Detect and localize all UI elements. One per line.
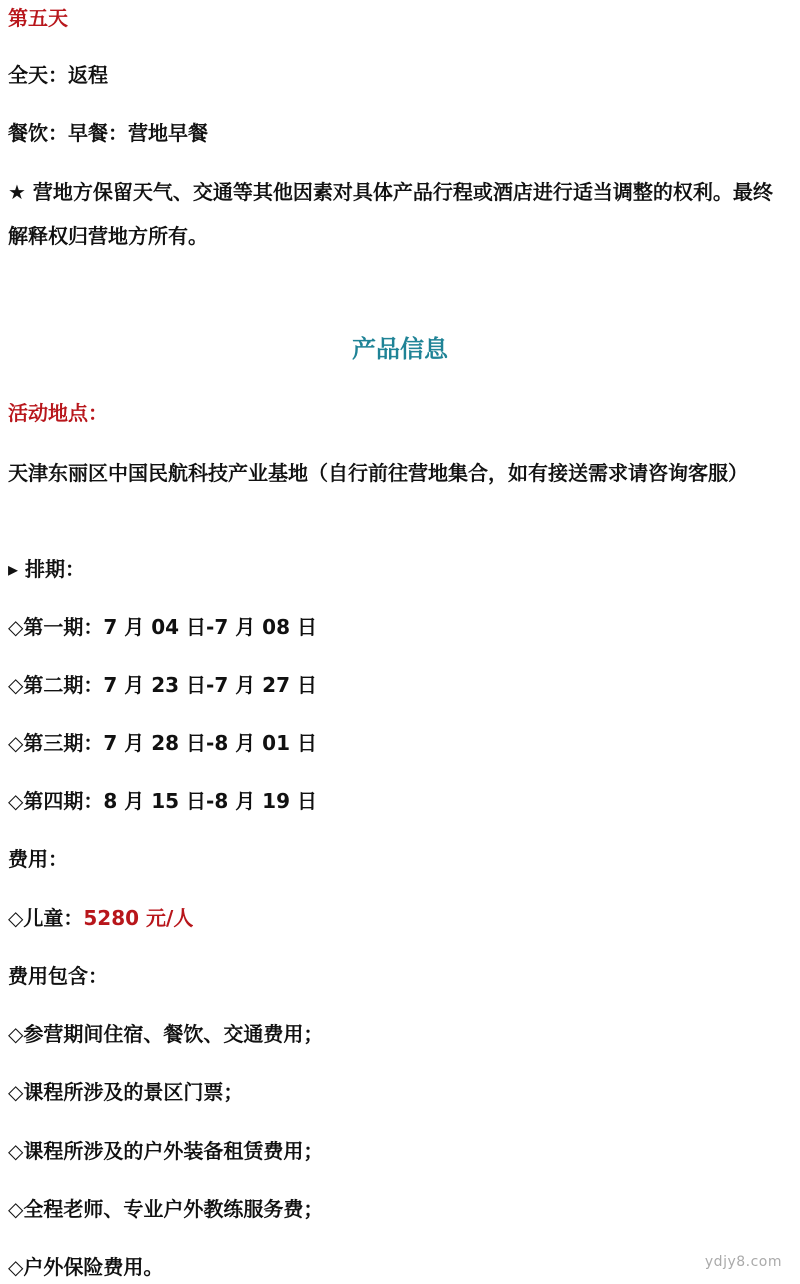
includes-item: ◇参营期间住宿、餐饮、交通费用； xyxy=(8,1022,324,1046)
day-title: 第五天 xyxy=(8,6,68,30)
section-heading: 产品信息 xyxy=(352,335,448,363)
meals-text: 餐饮：早餐：营地早餐 xyxy=(8,121,208,145)
includes-item: ◇课程所涉及的户外装备租赁费用； xyxy=(8,1139,324,1163)
schedule-label: ▸ 排期： xyxy=(8,557,86,581)
includes-item: ◇课程所涉及的景区门票； xyxy=(8,1080,244,1104)
watermark: ydjy8.com xyxy=(704,1254,782,1270)
includes-label: 费用包含： xyxy=(8,964,108,988)
schedule-item: ◇第三期：7 月 28 日-8 月 01 日 xyxy=(8,731,317,755)
schedule-item: ◇第一期：7 月 04 日-7 月 08 日 xyxy=(8,615,317,639)
includes-item: ◇全程老师、专业户外教练服务费； xyxy=(8,1197,324,1221)
fee-label: 费用： xyxy=(8,847,68,871)
includes-item: ◇户外保险费用。 xyxy=(8,1255,164,1279)
schedule-item: ◇第四期：8 月 15 日-8 月 19 日 xyxy=(8,789,317,813)
location-label: 活动地点： xyxy=(8,401,108,425)
location-text: 天津东丽区中国民航科技产业基地（自行前往营地集合，如有接送需求请咨询客服） xyxy=(8,461,748,485)
child-fee-price: 5280 元/人 xyxy=(83,906,194,930)
notice-text: ★ 营地方保留天气、交通等其他因素对具体产品行程或酒店进行适当调整的权利。最终解释权归营地方所有。 xyxy=(8,180,773,248)
schedule-item: ◇第二期：7 月 23 日-7 月 27 日 xyxy=(8,673,317,697)
child-fee-prefix: ◇儿童： xyxy=(8,906,84,930)
all-day-text: 全天：返程 xyxy=(8,63,108,87)
child-fee-row xyxy=(8,904,792,933)
